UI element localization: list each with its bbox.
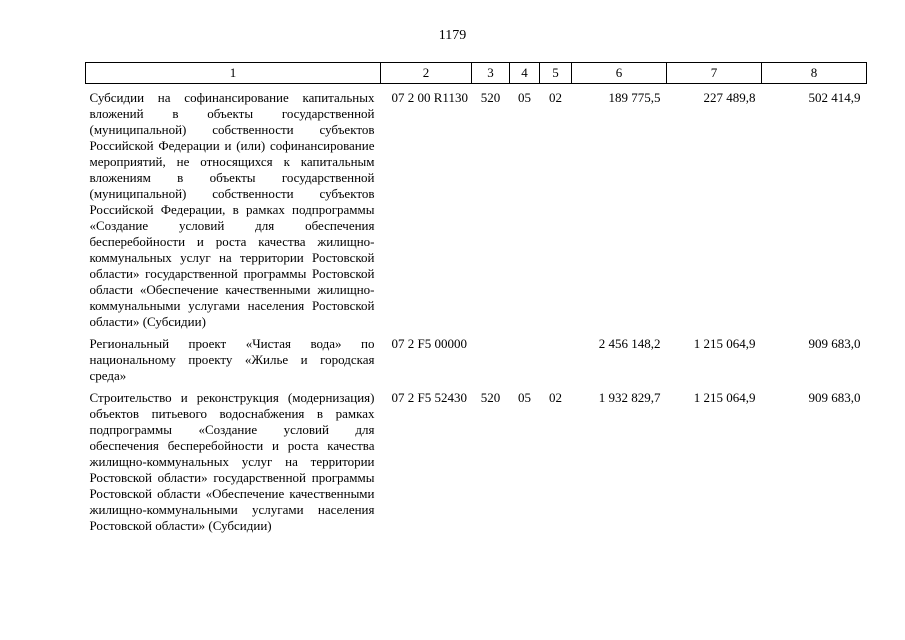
- amount-col7: 1 215 064,9: [693, 336, 756, 351]
- table-row: [86, 330, 867, 384]
- table-row: [86, 384, 867, 534]
- column-header: 6: [572, 63, 667, 84]
- amount-col7: 227 489,8: [703, 90, 756, 105]
- subsection-code: [540, 330, 572, 384]
- column-header: 8: [762, 63, 867, 84]
- column-header: 4: [510, 63, 540, 84]
- amount-col8: 909 683,0: [808, 336, 861, 351]
- amount-col6: 1 932 829,7: [598, 390, 661, 405]
- expense-name: Субсидии на софинансирование капитальных вложений в объекты государственной (муниципальной) собственности субъектов Российской Федерации и (или) софинансирование мероприятий, не относящихся к капитальным вложениям в объекты государственной (муниципальной) собственности субъектов Российской Федерации, в рамках подпрограммы «Создание условий для обеспечения бесперебойности и роста качества жилищно-коммунальных услуг на территории Ростовской области» государственной программы Ростовской области «Обеспечение качественными жилищно-коммунальными услугами населения Ростовской области» (Субсидии): [89, 90, 375, 329]
- target-article-code: 07 2 F5 00000: [391, 336, 467, 351]
- expense-type-code: 520: [480, 90, 501, 105]
- column-header: 2: [381, 63, 472, 84]
- expense-name: Строительство и реконструкция (модернизация) объектов питьевого водоснабжения в рамках подпрограммы «Создание условий для обеспечения бесперебойности и роста качества жилищно-коммунальных услуг на территории Ростовской области» государственной программы Ростовской области «Обеспечение качественными жилищно-коммунальными услугами населения Ростовской области» (Субсидии): [89, 390, 375, 533]
- amount-col8: 909 683,0: [808, 390, 861, 405]
- column-number-header: [86, 63, 867, 84]
- target-article-code: 07 2 F5 52430: [391, 390, 467, 405]
- column-header: 7: [667, 63, 762, 84]
- page-number: 1179: [438, 28, 467, 43]
- section-code: 05: [518, 90, 531, 105]
- expense-type-code: [472, 330, 510, 384]
- amount-col7: 1 215 064,9: [693, 390, 756, 405]
- amount-col6: 189 775,5: [608, 90, 661, 105]
- column-header: 1: [86, 63, 381, 84]
- expense-name: Региональный проект «Чистая вода» по национальному проекту «Жилье и городская среда»: [89, 336, 375, 383]
- column-header: 5: [540, 63, 572, 84]
- budget-table: [85, 62, 867, 534]
- amount-col8: 502 414,9: [808, 90, 861, 105]
- column-header: 3: [472, 63, 510, 84]
- section-code: [510, 330, 540, 384]
- target-article-code: 07 2 00 R1130: [391, 90, 468, 105]
- amount-col6: 2 456 148,2: [598, 336, 661, 351]
- subsection-code: 02: [549, 390, 562, 405]
- subsection-code: 02: [549, 90, 562, 105]
- expense-type-code: 520: [480, 390, 501, 405]
- section-code: 05: [518, 390, 531, 405]
- table-row: [86, 84, 867, 331]
